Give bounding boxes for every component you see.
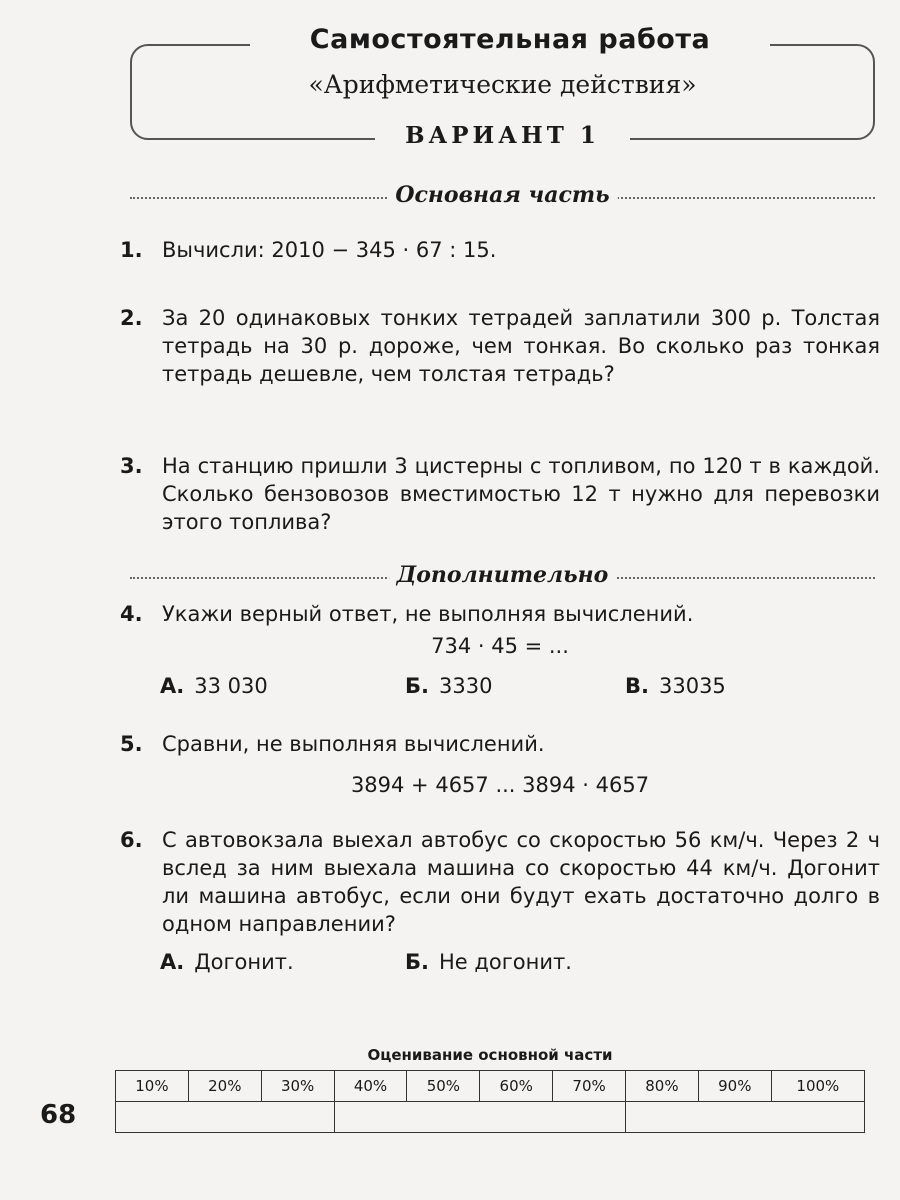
grading-cell: 80% [626,1071,699,1102]
option-b: Б. Не догонит. [405,950,572,974]
task-text: Сравни, не выполняя вычислений. [162,732,545,756]
grading-cell: 30% [261,1071,334,1102]
option-a: А. Догонит. [160,950,294,974]
section-extra-divider [130,562,875,592]
task-number: 5. [120,732,143,756]
section-main-label: Основная часть [387,182,617,208]
task-number: 2. [120,306,143,330]
option-a: А. 33 030 [160,674,268,698]
grading-cell: 70% [553,1071,626,1102]
grading-cell: 90% [698,1071,771,1102]
grading-cell: 50% [407,1071,480,1102]
grading-cell: 100% [771,1071,864,1102]
task-4-expression: 734 · 45 = ... [431,634,569,658]
grading-score-cell [334,1102,625,1133]
task-text: Вычисли: 2010 − 345 · 67 : 15. [162,238,497,262]
grading-cell: 60% [480,1071,553,1102]
grading-score-cell [626,1102,865,1133]
task-number: 4. [120,602,143,626]
task-text: С автовокзала выехал автобус со скоростью 56 км/ч. Через 2 ч вслед за ним выехала машина со скоростью 44 км/ч. Догонит ли машина автобус, если они будут ехать достаточно долго в одном направлении? [162,828,880,936]
option-c: В. 33035 [625,674,726,698]
task-number: 6. [120,828,143,852]
grading-cell: 10% [116,1071,189,1102]
task-number: 1. [120,238,143,262]
task-number: 3. [120,454,143,478]
option-b: Б. 3330 [405,674,493,698]
task-text: На станцию пришли 3 цистерны с топливом, по 120 т в каждой. Сколько бензовозов вместимостью 12 т нужно для перевозки этого топлива? [162,454,880,534]
task-5-expression: 3894 + 4657 ... 3894 · 4657 [350,773,650,797]
section-extra-label: Дополнительно [389,562,617,588]
grading-header-row [116,1071,865,1102]
page-title: Самостоятельная работа [250,24,770,55]
grading-cell: 20% [188,1071,261,1102]
task-text: Укажи верный ответ, не выполняя вычислений. [162,602,694,626]
grading-score-cell [116,1102,335,1133]
page-number: 68 [40,1100,77,1130]
section-main-divider [130,182,875,212]
grading-title: Оценивание основной части [367,1046,613,1064]
variant-label: ВАРИАНТ 1 [375,122,630,149]
grading-score-row [116,1102,865,1133]
grading-table [115,1070,865,1133]
grading-cell: 40% [334,1071,407,1102]
page-subtitle: «Арифметические действия» [308,70,697,99]
task-text: За 20 одинаковых тонких тетрадей заплатили 300 р. Толстая тетрадь на 30 р. дороже, чем тонкая. Во сколько раз тонкая тетрадь дешевле, чем толстая тетрадь? [162,306,880,386]
